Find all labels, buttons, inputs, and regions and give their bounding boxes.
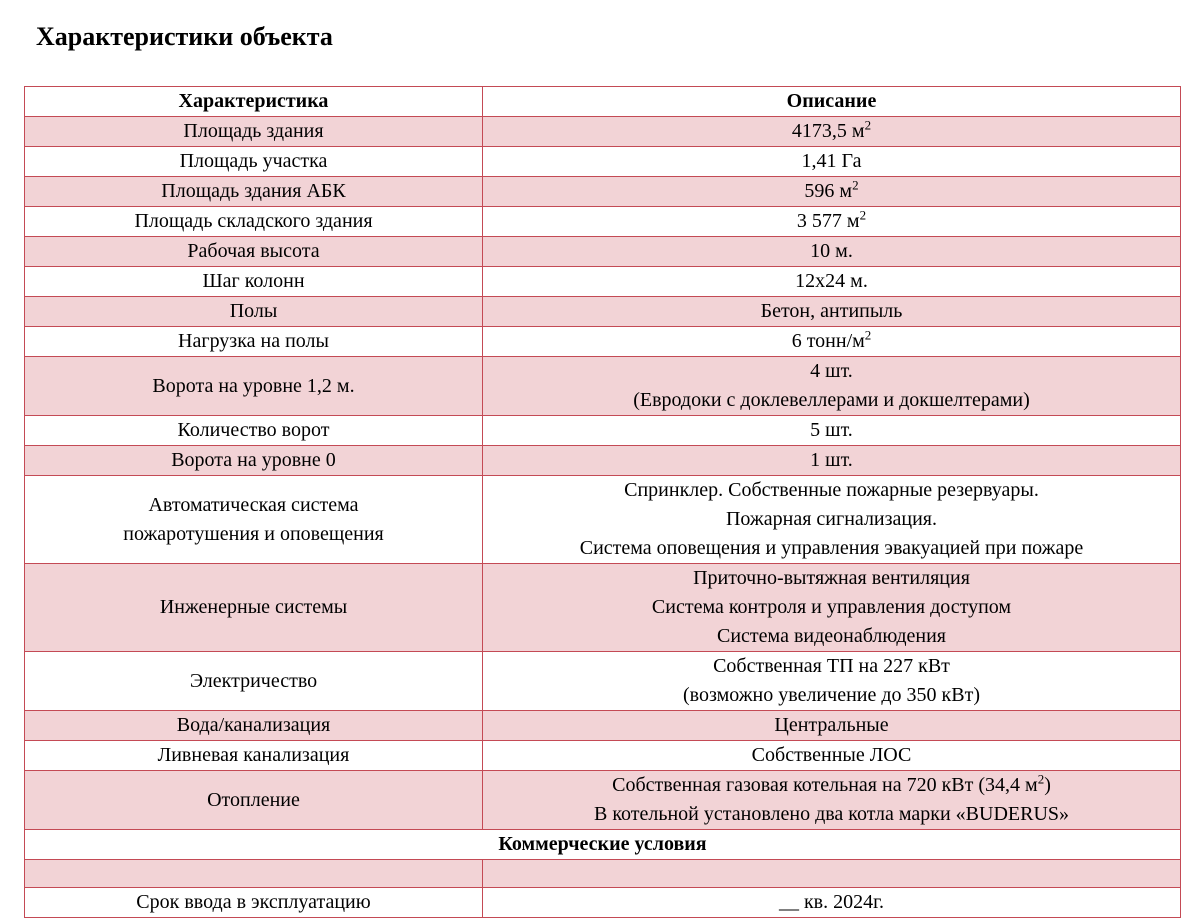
empty-cell (483, 860, 1181, 888)
row-value: Собственная газовая котельная на 720 кВт (34,4 $м^2$) В котельной установлено два котла марки «BUDERUS» (483, 771, 1181, 830)
table-row (25, 117, 1181, 147)
row-label: Автоматическая система пожаротушения и оповещения (25, 476, 483, 564)
table-row (25, 237, 1181, 267)
row-value: 4173,5 $м^2$ (483, 117, 1181, 147)
row-value: 3 577 $м^2$ (483, 207, 1181, 237)
table-row (25, 888, 1181, 918)
table-row (25, 416, 1181, 446)
row-value: Приточно-вытяжная вентиляция Система контроля и управления доступом Система видеонаблюдения (483, 564, 1181, 652)
table-row (25, 357, 1181, 416)
row-label: Ливневая канализация (25, 741, 483, 771)
row-value: Центральные (483, 711, 1181, 741)
row-value: 1,41 Га (483, 147, 1181, 177)
row-value: 5 шт. (483, 416, 1181, 446)
row-value: __ кв. 2024г. (483, 888, 1181, 918)
row-label: Инженерные системы (25, 564, 483, 652)
empty-row (25, 860, 1181, 888)
page-title: Характеристики объекта (36, 22, 333, 51)
row-value: Спринклер. Собственные пожарные резервуары. Пожарная сигнализация. Система оповещения и управления эвакуацией при пожаре (483, 476, 1181, 564)
table-row (25, 476, 1181, 564)
table-header-row (25, 87, 1181, 117)
row-label: Отопление (25, 771, 483, 830)
row-label: Полы (25, 297, 483, 327)
row-value: 1 шт. (483, 446, 1181, 476)
table-row (25, 652, 1181, 711)
row-label: Площадь участка (25, 147, 483, 177)
row-value: 596 $м^2$ (483, 177, 1181, 207)
table-row (25, 446, 1181, 476)
row-label: Площадь здания АБК (25, 177, 483, 207)
empty-cell (25, 860, 483, 888)
row-label: Электричество (25, 652, 483, 711)
row-value: 12х24 м. (483, 267, 1181, 297)
table-row (25, 177, 1181, 207)
row-label: Ворота на уровне 0 (25, 446, 483, 476)
row-value: Собственные ЛОС (483, 741, 1181, 771)
row-label: Площадь складского здания (25, 207, 483, 237)
row-label: Ворота на уровне 1,2 м. (25, 357, 483, 416)
row-value: Собственная ТП на 227 кВт (возможно увеличение до 350 кВт) (483, 652, 1181, 711)
table-row (25, 741, 1181, 771)
table-row (25, 564, 1181, 652)
characteristics-table (24, 86, 1181, 918)
row-label: Срок ввода в эксплуатацию (25, 888, 483, 918)
row-label: Вода/канализация (25, 711, 483, 741)
column-header-characteristic: Характеристика (25, 87, 483, 117)
table-row (25, 297, 1181, 327)
row-label: Площадь здания (25, 117, 483, 147)
row-value: 10 м. (483, 237, 1181, 267)
row-label: Шаг колонн (25, 267, 483, 297)
row-label: Рабочая высота (25, 237, 483, 267)
table-row (25, 207, 1181, 237)
row-value: 6 тонн/$м^2$ (483, 327, 1181, 357)
table-row (25, 147, 1181, 177)
commercial-heading: Коммерческие условия (25, 830, 1181, 860)
row-label: Нагрузка на полы (25, 327, 483, 357)
commercial-heading-row (25, 830, 1181, 860)
row-value: 4 шт. (Евродоки с доклевеллерами и докшелтерами) (483, 357, 1181, 416)
row-label: Количество ворот (25, 416, 483, 446)
table-row (25, 327, 1181, 357)
column-header-description: Описание (483, 87, 1181, 117)
table-row (25, 267, 1181, 297)
table-row (25, 771, 1181, 830)
table-row (25, 711, 1181, 741)
row-value: Бетон, антипыль (483, 297, 1181, 327)
